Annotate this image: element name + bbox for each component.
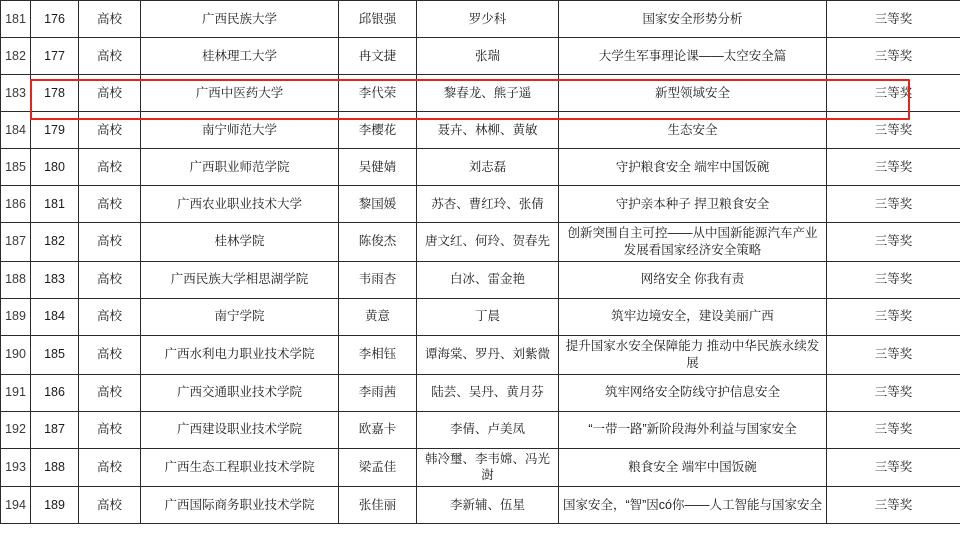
cell-title[interactable]: 提升国家水安全保障能力 推动中华民族永续发展	[559, 335, 827, 374]
cell-author[interactable]: 陆芸、吴丹、黄月芬	[417, 374, 559, 411]
cell-school[interactable]: 广西水利电力职业技术学院	[141, 335, 339, 374]
cell-award[interactable]: 三等奖	[827, 38, 960, 75]
cell-type[interactable]: 高校	[79, 298, 141, 335]
cell-school[interactable]: 广西民族大学相思湖学院	[141, 261, 339, 298]
cell-type[interactable]: 高校	[79, 223, 141, 262]
cell-teacher[interactable]: 欧嘉卡	[339, 411, 417, 448]
cell-teacher[interactable]: 冉文捷	[339, 38, 417, 75]
cell-award[interactable]: 三等奖	[827, 298, 960, 335]
cell-title[interactable]: 国家安全形势分析	[559, 1, 827, 38]
cell-award[interactable]: 三等奖	[827, 374, 960, 411]
cell-school[interactable]: 广西国际商务职业技术学院	[141, 487, 339, 524]
cell-school[interactable]: 广西中医药大学	[141, 75, 339, 112]
row-header[interactable]: 193	[1, 448, 31, 487]
cell-award[interactable]: 三等奖	[827, 1, 960, 38]
cell-school[interactable]: 桂林理工大学	[141, 38, 339, 75]
table-row[interactable]	[1, 38, 960, 75]
cell-type[interactable]: 高校	[79, 261, 141, 298]
cell-type[interactable]: 高校	[79, 1, 141, 38]
cell-school[interactable]: 广西生态工程职业技术学院	[141, 448, 339, 487]
cell-type[interactable]: 高校	[79, 335, 141, 374]
cell-title[interactable]: 新型领域安全	[559, 75, 827, 112]
cell-teacher[interactable]: 梁孟佳	[339, 448, 417, 487]
cell-no[interactable]: 182	[31, 223, 79, 262]
cell-author[interactable]: 李倩、卢美凤	[417, 411, 559, 448]
cell-school[interactable]: 广西民族大学	[141, 1, 339, 38]
row-header[interactable]: 183	[1, 75, 31, 112]
cell-type[interactable]: 高校	[79, 411, 141, 448]
cell-school[interactable]: 南宁师范大学	[141, 112, 339, 149]
cell-title[interactable]: 网络安全 你我有责	[559, 261, 827, 298]
cell-type[interactable]: 高校	[79, 149, 141, 186]
cell-title[interactable]: 守护亲本种子 捍卫粮食安全	[559, 186, 827, 223]
table-row[interactable]	[1, 448, 960, 487]
cell-type[interactable]: 高校	[79, 186, 141, 223]
row-header[interactable]: 190	[1, 335, 31, 374]
row-header[interactable]: 182	[1, 38, 31, 75]
cell-award[interactable]: 三等奖	[827, 186, 960, 223]
cell-no[interactable]: 186	[31, 374, 79, 411]
cell-author[interactable]: 刘志磊	[417, 149, 559, 186]
table-row[interactable]	[1, 487, 960, 524]
row-header[interactable]: 184	[1, 112, 31, 149]
cell-title[interactable]: 生态安全	[559, 112, 827, 149]
cell-award[interactable]: 三等奖	[827, 448, 960, 487]
cell-author[interactable]: 丁晨	[417, 298, 559, 335]
table-row[interactable]	[1, 112, 960, 149]
cell-school[interactable]: 南宁学院	[141, 298, 339, 335]
cell-award[interactable]: 三等奖	[827, 112, 960, 149]
cell-author[interactable]: 苏杏、曹红玲、张倩	[417, 186, 559, 223]
cell-teacher[interactable]: 邱银强	[339, 1, 417, 38]
cell-teacher[interactable]: 李代荣	[339, 75, 417, 112]
cell-title[interactable]: 粮食安全 端牢中国饭碗	[559, 448, 827, 487]
cell-type[interactable]: 高校	[79, 75, 141, 112]
cell-teacher[interactable]: 李樱花	[339, 112, 417, 149]
cell-no[interactable]: 177	[31, 38, 79, 75]
cell-title[interactable]: 筑牢边境安全，建设美丽广西	[559, 298, 827, 335]
cell-author[interactable]: 张瑞	[417, 38, 559, 75]
row-header[interactable]: 186	[1, 186, 31, 223]
row-header[interactable]: 194	[1, 487, 31, 524]
cell-award[interactable]: 三等奖	[827, 149, 960, 186]
row-header[interactable]: 185	[1, 149, 31, 186]
table-row[interactable]	[1, 335, 960, 374]
cell-award[interactable]: 三等奖	[827, 223, 960, 262]
row-header[interactable]: 192	[1, 411, 31, 448]
cell-no[interactable]: 189	[31, 487, 79, 524]
cell-no[interactable]: 185	[31, 335, 79, 374]
cell-no[interactable]: 183	[31, 261, 79, 298]
cell-school[interactable]: 桂林学院	[141, 223, 339, 262]
cell-teacher[interactable]: 陈俊杰	[339, 223, 417, 262]
cell-no[interactable]: 179	[31, 112, 79, 149]
row-header[interactable]: 188	[1, 261, 31, 298]
row-header[interactable]: 181	[1, 1, 31, 38]
table-body	[1, 1, 960, 524]
table-row[interactable]	[1, 149, 960, 186]
table-row[interactable]	[1, 1, 960, 38]
table-row[interactable]	[1, 374, 960, 411]
cell-no[interactable]: 181	[31, 186, 79, 223]
cell-award[interactable]: 三等奖	[827, 75, 960, 112]
cell-teacher[interactable]: 李雨茜	[339, 374, 417, 411]
cell-school[interactable]: 广西交通职业技术学院	[141, 374, 339, 411]
cell-author[interactable]: 谭海棠、罗丹、刘紫微	[417, 335, 559, 374]
row-header[interactable]: 189	[1, 298, 31, 335]
cell-teacher[interactable]: 黄意	[339, 298, 417, 335]
table-row[interactable]	[1, 186, 960, 223]
cell-award[interactable]: 三等奖	[827, 335, 960, 374]
cell-school[interactable]: 广西农业职业技术大学	[141, 186, 339, 223]
cell-teacher[interactable]: 韦雨杏	[339, 261, 417, 298]
cell-school[interactable]: 广西职业师范学院	[141, 149, 339, 186]
row-header[interactable]: 187	[1, 223, 31, 262]
table-row[interactable]	[1, 411, 960, 448]
cell-award[interactable]: 三等奖	[827, 487, 960, 524]
cell-type[interactable]: 高校	[79, 112, 141, 149]
cell-teacher[interactable]: 吴健婧	[339, 149, 417, 186]
row-header[interactable]: 191	[1, 374, 31, 411]
cell-author[interactable]: 罗少科	[417, 1, 559, 38]
cell-teacher[interactable]: 李相钰	[339, 335, 417, 374]
cell-title[interactable]: “一带一路”新阶段海外利益与国家安全	[559, 411, 827, 448]
cell-no[interactable]: 188	[31, 448, 79, 487]
cell-no[interactable]: 187	[31, 411, 79, 448]
cell-author[interactable]: 李新辅、伍星	[417, 487, 559, 524]
cell-teacher[interactable]: 黎国媛	[339, 186, 417, 223]
cell-type[interactable]: 高校	[79, 448, 141, 487]
cell-type[interactable]: 高校	[79, 487, 141, 524]
table-row[interactable]	[1, 223, 960, 262]
cell-title[interactable]: 国家安全，“智”因có你——人工智能与国家安全	[559, 487, 827, 524]
cell-award[interactable]: 三等奖	[827, 411, 960, 448]
cell-award[interactable]: 三等奖	[827, 261, 960, 298]
cell-author[interactable]: 聂卉、林柳、黄敏	[417, 112, 559, 149]
cell-author[interactable]: 唐文红、何玲、贺春先	[417, 223, 559, 262]
table-row[interactable]	[1, 261, 960, 298]
cell-type[interactable]: 高校	[79, 38, 141, 75]
table-row[interactable]	[1, 298, 960, 335]
cell-school[interactable]: 广西建设职业技术学院	[141, 411, 339, 448]
cell-author[interactable]: 黎春龙、熊子遥	[417, 75, 559, 112]
cell-title[interactable]: 大学生军事理论课——太空安全篇	[559, 38, 827, 75]
cell-no[interactable]: 178	[31, 75, 79, 112]
cell-type[interactable]: 高校	[79, 374, 141, 411]
cell-no[interactable]: 176	[31, 1, 79, 38]
cell-title[interactable]: 创新突围自主可控——从中国新能源汽车产业发展看国家经济安全策略	[559, 223, 827, 262]
cell-author[interactable]: 韩冷璽、李韦嫦、冯光澍	[417, 448, 559, 487]
cell-title[interactable]: 筑牢网络安全防线守护信息安全	[559, 374, 827, 411]
cell-author[interactable]: 白冰、雷金艳	[417, 261, 559, 298]
cell-teacher[interactable]: 张佳丽	[339, 487, 417, 524]
cell-no[interactable]: 180	[31, 149, 79, 186]
table-row-highlighted[interactable]	[1, 75, 960, 112]
cell-no[interactable]: 184	[31, 298, 79, 335]
cell-title[interactable]: 守护粮食安全 端牢中国饭碗	[559, 149, 827, 186]
